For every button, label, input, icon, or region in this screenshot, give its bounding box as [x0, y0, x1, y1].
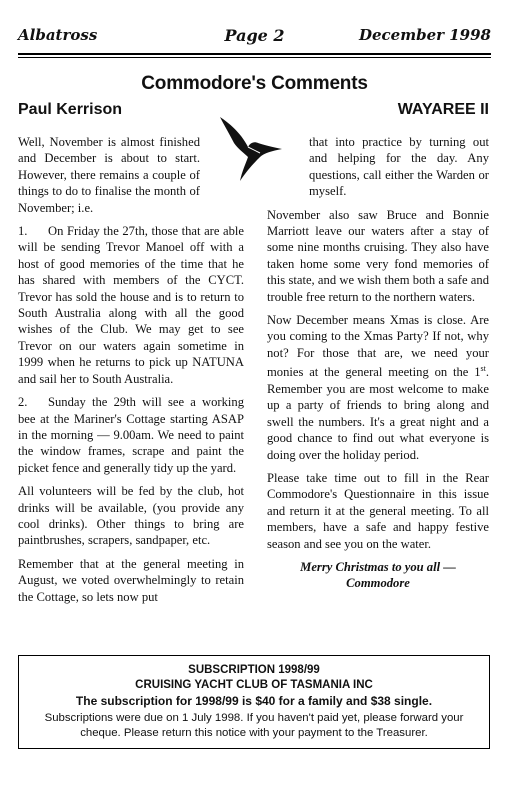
list-item-text: Sunday the 29th will see a working bee at the Mariner's Cottage starting ASAP in the morning — 9.00am. We need to paint the window frames, scrape and paint the picket fence and generally tidy up the yard.	[18, 395, 244, 475]
subscription-note: Subscriptions were due on 1 July 1998. If you haven't paid yet, please forward your cheque. Please return this notice with your payment to the Treasurer.	[44, 712, 464, 739]
signoff	[267, 559, 489, 591]
page-number: Page 2	[224, 26, 285, 45]
article-title: Commodore's Comments	[141, 73, 368, 94]
intro-paragraph: Well, November is almost finished and December is about to start. However, there remains a couple of things to do to finalise the month of November; i.e.	[18, 135, 200, 215]
left-column	[18, 134, 244, 612]
author-boat-name: WAYAREE II	[397, 101, 489, 118]
header-rule	[18, 53, 491, 55]
volunteers-paragraph: All volunteers will be fed by the club, hot drinks will be available, (you provide any cool drinks). Other things to bring are paintbrushes, scrapers, sandpaper, etc.	[18, 484, 244, 548]
header-rule-thin	[18, 57, 491, 58]
marriott-paragraph: November also saw Bruce and Bonnie Marriott leave our waters after a stay of some nine months cruising. They also have taken home some very fond memories of this state, and we wish them both a safe and trouble free return to the northern waters.	[267, 207, 489, 304]
list-item-2	[18, 394, 244, 476]
list-number: 2.	[18, 395, 28, 410]
signoff-name: Commodore	[346, 575, 410, 590]
list-item-text: On Friday the 27th, those that are able will be sending Trevor Manoel off with a host of good memories of the time that he has shared with members of the CYCT. Trevor has sold the house and is to return to South Australia along with all the good wishes of the Club. We may get to see Trevor on our waters again sometime in 1999 when he returns to pick up NATUNA and sail her to South Australia.	[18, 224, 244, 386]
club-name: CRUISING YACHT CLUB OF TASMANIA INC	[135, 679, 373, 691]
signoff-greeting: Merry Christmas to you all —	[300, 559, 456, 574]
article-author: Paul Kerrison	[18, 101, 123, 118]
xmas-paragraph: Now December means Xmas is close. Are you coming to the Xmas Party? If not, why not? For those that are, we need your monies at the general meeting on the 1st. Remember you are most welcome to make up a party of friends to bring along and swell the numbers. It's a great night and a good chance to find out what everyone is doing over the holiday period.	[267, 313, 489, 462]
subscription-notice	[18, 655, 490, 749]
subscription-price: The subscription for 1998/99 is $40 for a family and $38 single.	[75, 694, 433, 708]
issue-date: December 1998	[358, 26, 491, 44]
cottage-paragraph: Remember that at the general meeting in August, we voted overwhelmingly to retain the Cottage, so lets now put	[18, 556, 244, 604]
list-number: 1.	[18, 224, 28, 239]
subscription-heading: SUBSCRIPTION 1998/99	[188, 664, 320, 676]
publication-name: Albatross	[18, 26, 98, 44]
continued-paragraph: that into practice by turning out and helping for the day. Any questions, call either the Warden or myself.	[309, 135, 489, 199]
list-item-1	[18, 223, 244, 387]
page-header	[18, 26, 491, 52]
questionnaire-paragraph: Please take time out to fill in the Rear Commodore's Questionnaire in this issue and return it at the general meeting. To all members, have a safe and happy festive season and see you on the water.	[267, 470, 489, 551]
right-column	[267, 134, 489, 591]
